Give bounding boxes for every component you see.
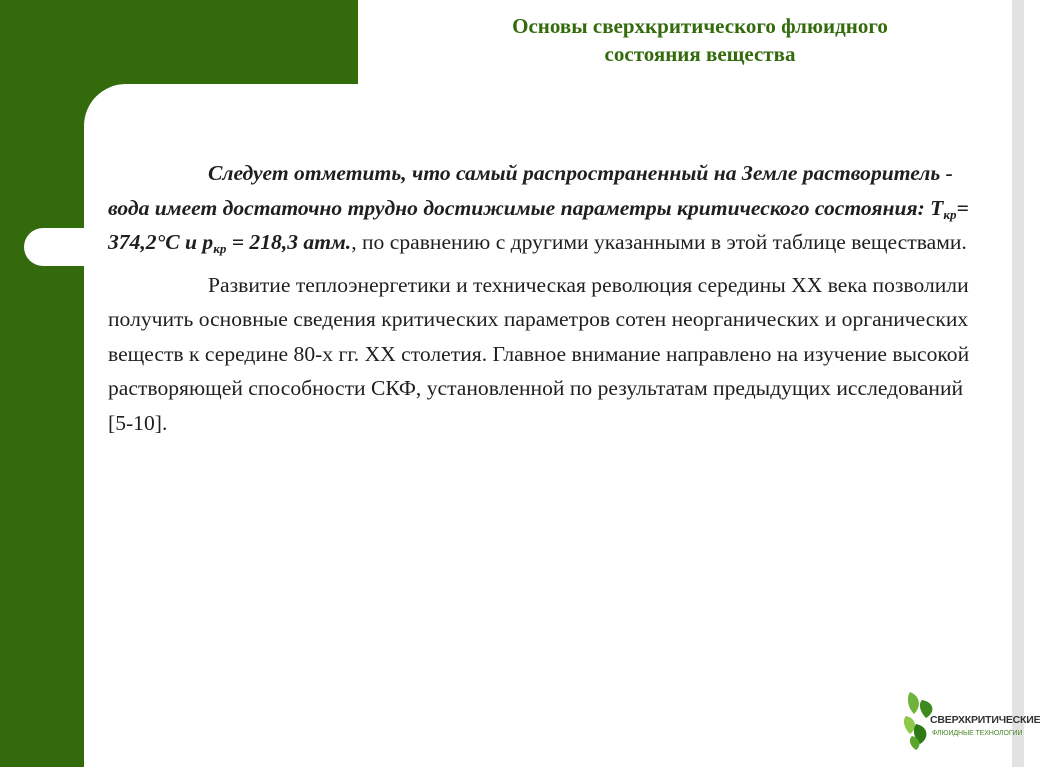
paragraph-1-emphasis-end: = 218,3 атм. — [226, 230, 352, 254]
body-text — [108, 156, 988, 440]
side-tab-decoration — [24, 228, 86, 266]
company-logo — [902, 690, 1040, 752]
paragraph-1 — [108, 156, 988, 260]
right-scroll-bar — [1012, 0, 1024, 767]
paragraph-1-plain: , по сравнению с другими указанными в этой таблице веществами. — [351, 230, 967, 254]
subscript-kr-1: кр — [943, 206, 957, 222]
paragraph-2: Развитие теплоэнергетики и техническая революция середины XX века позволили получить основные сведения критических параметров сотен неорганических и органических веществ к середине 80-х гг. XX столетия. Главное внимание направлено на изучение высокой растворяющей способности СКФ, установленной по результатам предыдущих исследований [5-10]. — [108, 272, 970, 435]
logo-name: СВЕРХКРИТИЧЕСКИЕ — [930, 714, 1040, 726]
paragraph-1-emphasis-mid: = 374,2°С и р — [108, 195, 969, 254]
slide-title — [410, 12, 990, 68]
subscript-kr-2: кр — [213, 241, 227, 256]
title-line-1: Основы сверхкритического флюидного — [512, 14, 888, 38]
left-green-strip — [0, 0, 84, 767]
title-line-2: состояния вещества — [604, 42, 796, 66]
paragraph-1-emphasis: Следует отметить, что самый распространенный на Земле растворитель - вода имеет достаточно трудно достижимые параметры критического состояния: Т — [108, 161, 953, 220]
logo-subtitle: ФЛЮИДНЫЕ ТЕХНОЛОГИИ — [932, 730, 1023, 737]
